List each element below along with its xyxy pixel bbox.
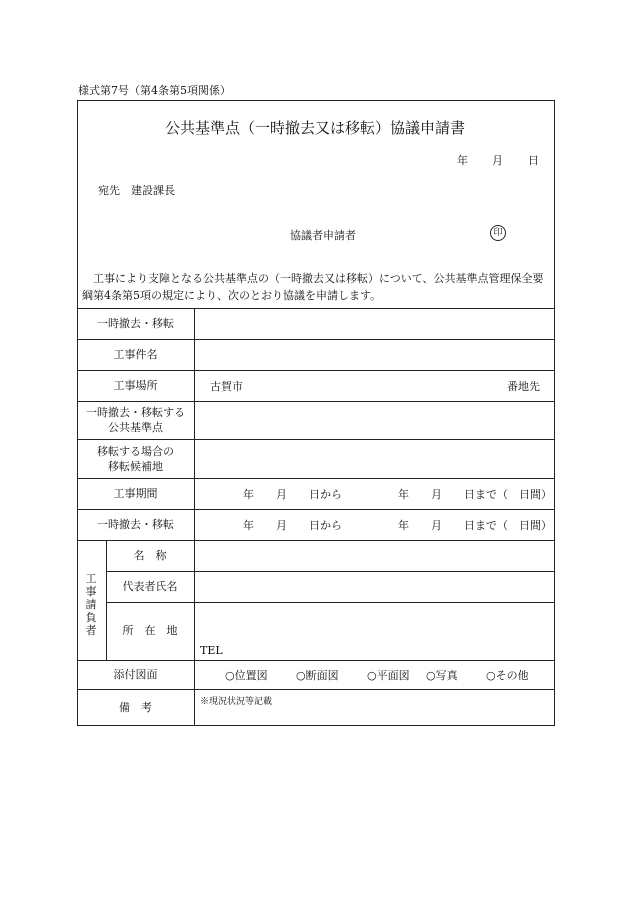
column-divider bbox=[194, 308, 195, 726]
contractor-name-label: 名 称 bbox=[133, 549, 167, 562]
project-name-label: 工事件名 bbox=[113, 348, 158, 361]
relocation-label-line1: 移転する場合の bbox=[97, 445, 174, 458]
row-divider bbox=[77, 401, 555, 402]
site-label: 工事場所 bbox=[113, 379, 158, 392]
row-divider bbox=[77, 478, 555, 479]
attachment-other: ○その他 bbox=[486, 669, 529, 682]
removal-to: 年 月 日まで（ 日間） bbox=[398, 519, 552, 532]
period-from: 年 月 日から bbox=[243, 488, 342, 501]
applicant-label: 協議者申請者 bbox=[290, 229, 356, 242]
contractor-char: 事 bbox=[85, 585, 97, 598]
seal-mark: 印 bbox=[490, 225, 506, 241]
form-title: 公共基準点（一時撤去又は移転）協議申請書 bbox=[164, 119, 465, 137]
table-top-border bbox=[77, 308, 555, 309]
remarks-note: ※現況状況等記載 bbox=[200, 697, 273, 707]
attachment-plan: ○平面図 bbox=[367, 669, 410, 682]
contractor-tel-label: TEL bbox=[200, 644, 223, 657]
contractor-char: 請 bbox=[85, 598, 97, 611]
contractor-group-label bbox=[84, 572, 98, 637]
relocation-label-line2: 移転候補地 bbox=[108, 460, 163, 473]
points-label-line1: 一時撤去・移転する bbox=[86, 406, 185, 419]
intro-text: 工事により支障となる公共基準点の（一時撤去又は移転）について、公共基準点管理保全要綱第4条第5項の規定により、次のとおり協議を申請します。 bbox=[82, 272, 544, 302]
row-divider bbox=[77, 439, 555, 440]
attachment-cross-section: ○断面図 bbox=[296, 669, 339, 682]
row-divider bbox=[106, 571, 555, 572]
site-city: 古賀市 bbox=[210, 380, 243, 393]
remarks-label: 備 考 bbox=[119, 701, 152, 714]
date-year: 年 bbox=[457, 154, 468, 167]
removal-label: 一時撤去・移転 bbox=[97, 518, 174, 531]
contractor-char: 者 bbox=[85, 624, 97, 637]
form-number: 様式第7号（第4条第5項関係） bbox=[78, 84, 231, 97]
attachments-label: 添付図面 bbox=[113, 668, 158, 681]
removal-from: 年 月 日から bbox=[243, 519, 342, 532]
site-suffix: 番地先 bbox=[507, 380, 540, 393]
contractor-char: 負 bbox=[85, 611, 97, 624]
contractor-address-label: 所 在 地 bbox=[122, 624, 178, 637]
row-divider bbox=[77, 660, 555, 661]
date-day: 日 bbox=[528, 154, 539, 167]
attachment-photo: ○写真 bbox=[426, 669, 458, 682]
row-divider bbox=[77, 540, 555, 541]
row-divider bbox=[77, 509, 555, 510]
addressee: 宛先 建設課長 bbox=[98, 184, 175, 197]
period-label: 工事期間 bbox=[113, 487, 158, 500]
row-divider bbox=[77, 370, 555, 371]
row-divider bbox=[106, 602, 555, 603]
row-divider bbox=[77, 689, 555, 690]
type-label: 一時撤去・移転 bbox=[97, 317, 174, 330]
row-divider bbox=[77, 339, 555, 340]
points-label-line2: 公共基準点 bbox=[108, 421, 163, 434]
contractor-rep-label: 代表者氏名 bbox=[122, 580, 178, 593]
period-to: 年 月 日まで（ 日間） bbox=[398, 488, 552, 501]
contractor-char: 工 bbox=[85, 572, 97, 585]
date-month: 月 bbox=[492, 154, 503, 167]
attachment-location-map: ○位置図 bbox=[225, 669, 268, 682]
